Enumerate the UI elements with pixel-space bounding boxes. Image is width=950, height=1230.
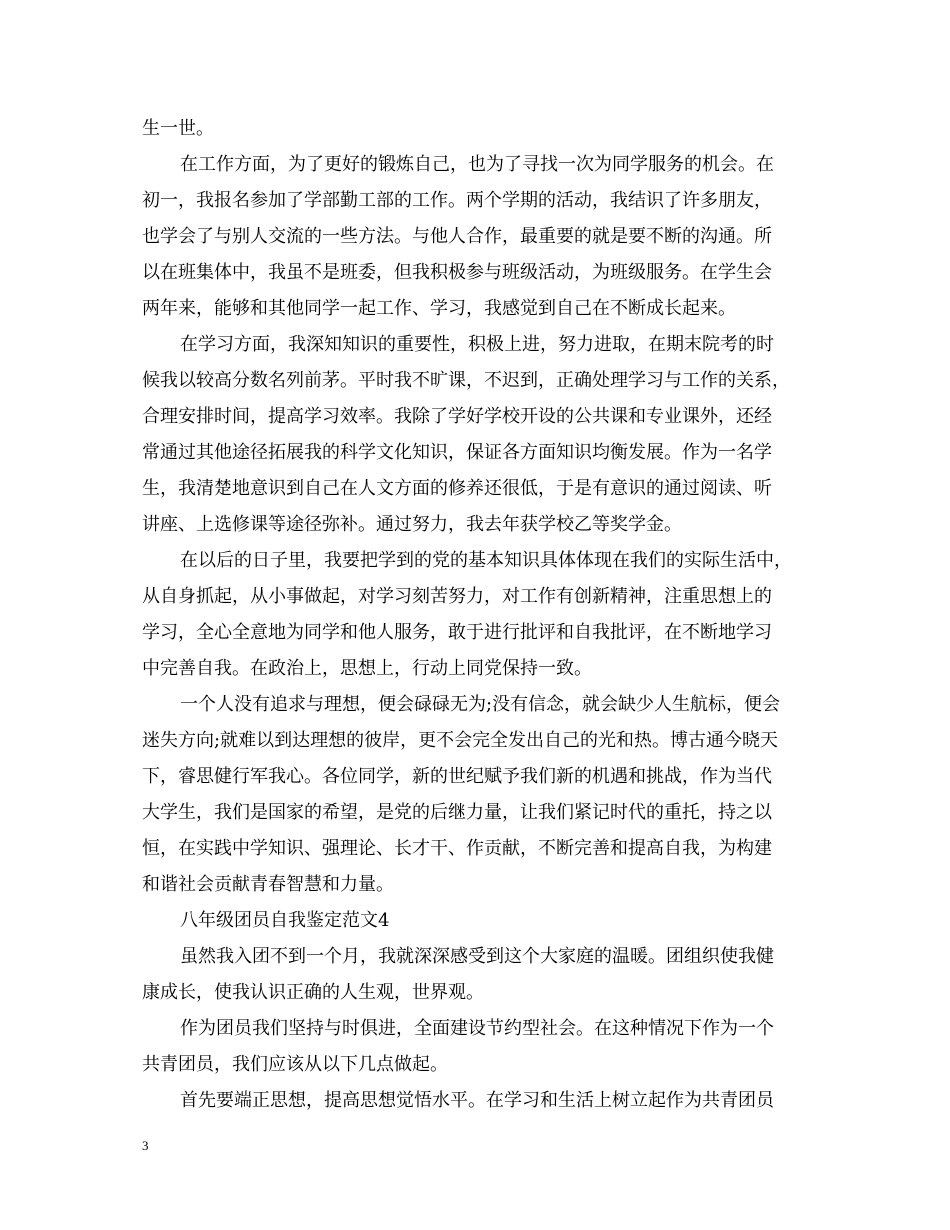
section-heading: 八年级团员自我鉴定范文4 [180, 910, 390, 931]
text-line: 生，我清楚地意识到自己在人文方面的修养还很低，于是有意识的通过阅读、听 [142, 478, 772, 499]
text-line: 从自身抓起，从小事做起，对学习刻苦努力，对工作有创新精神，注重思想上的 [142, 586, 772, 607]
text-line: 两年来，能够和其他同学一起工作、学习，我感觉到自己在不断成长起来。 [142, 298, 736, 319]
paragraph-start-line: 一个人没有追求与理想，便会碌碌无为;没有信念，就会缺少人生航标，便会 [180, 694, 781, 715]
paragraph-start-line: 在学习方面，我深知知识的重要性，积极上进，努力进取，在期末院考的时 [180, 334, 774, 355]
text-line: 也学会了与别人交流的一些方法。与他人合作，最重要的就是要不断的沟通。所 [142, 226, 772, 247]
text-line: 大学生，我们是国家的希望，是党的后继力量，让我们紧记时代的重托，持之以 [142, 802, 772, 823]
text-line: 以在班集体中，我虽不是班委，但我积极参与班级活动，为班级服务。在学生会 [142, 262, 772, 283]
paragraph-start-line: 虽然我入团不到一个月，我就深深感受到这个大家庭的温暖。团组织使我健 [180, 946, 774, 967]
text-line: 候我以较高分数名列前茅。平时我不旷课，不迟到，正确处理学习与工作的关系， [142, 370, 790, 391]
paragraph-start-line: 作为团员我们坚持与时俱进，全面建设节约型社会。在这种情况下作为一个 [180, 1018, 774, 1039]
text-line: 迷失方向;就难以到达理想的彼岸，更不会完全发出自己的光和热。博古通今晓天 [142, 730, 779, 751]
paragraph-start-line: 首先要端正思想，提高思想觉悟水平。在学习和生活上树立起作为共青团员 [180, 1090, 774, 1111]
paragraph-start-line: 在以后的日子里，我要把学到的党的基本知识具体体现在我们的实际生活中， [180, 550, 792, 571]
text-line: 生一世。 [142, 118, 214, 139]
text-line: 康成长，使我认识正确的人生观，世界观。 [142, 982, 484, 1003]
text-line: 初一，我报名参加了学部勤工部的工作。两个学期的活动，我结识了许多朋友， [142, 190, 772, 211]
text-line: 讲座、上选修课等途径弥补。通过努力，我去年获学校乙等奖学金。 [142, 514, 682, 535]
text-line: 学习，全心全意地为同学和他人服务，敢于进行批评和自我批评，在不断地学习 [142, 622, 772, 643]
text-line: 下，睿思健行军我心。各位同学，新的世纪赋予我们新的机遇和挑战，作为当代 [142, 766, 772, 787]
text-line: 合理安排时间，提高学习效率。我除了学好学校开设的公共课和专业课外，还经 [142, 406, 772, 427]
text-line: 恒，在实践中学知识、强理论、长才干、作贡献，不断完善和提高自我，为构建 [142, 838, 772, 859]
paragraph-start-line: 在工作方面，为了更好的锻炼自己，也为了寻找一次为同学服务的机会。在 [180, 154, 774, 175]
text-line: 共青团员，我们应该从以下几点做起。 [142, 1054, 448, 1075]
text-line: 和谐社会贡献青春智慧和力量。 [142, 874, 394, 895]
text-line: 常通过其他途径拓展我的科学文化知识，保证各方面知识均衡发展。作为一名学 [142, 442, 772, 463]
page-number: 3 [142, 1138, 149, 1153]
text-line: 中完善自我。在政治上，思想上，行动上同党保持一致。 [142, 658, 592, 679]
